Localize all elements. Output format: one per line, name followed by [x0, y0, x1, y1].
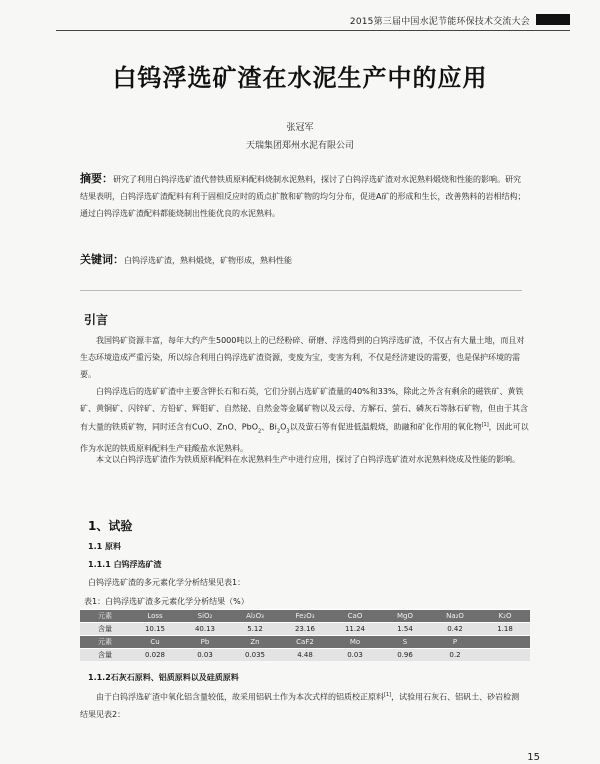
abstract [80, 170, 528, 222]
keywords-text: 白钨浮选矿渣，熟料煅烧，矿物形成，熟料性能 [124, 256, 292, 265]
keywords [80, 251, 528, 269]
subsection-1-1-2: 1.1.2石灰石原料、铝质原料以及硅质原料 [88, 673, 239, 682]
author: 张冠军 [286, 123, 314, 133]
table-cell: 0.2 [430, 649, 480, 662]
table-cell: Mo [330, 636, 380, 649]
table-cell: 10.15 [130, 623, 180, 636]
subsection-1-1: 1.1 原料 [88, 542, 121, 551]
subsection-1-1-1-text: 白钨浮选矿渣的多元素化学分析结果见表1： [88, 578, 246, 587]
element-analysis-table [80, 609, 530, 661]
table-cell: Al₂O₃ [230, 610, 280, 623]
table-cell: 5.12 [230, 623, 280, 636]
table-row [80, 649, 530, 662]
table-cell [480, 636, 530, 649]
table-cell: Na₂O [430, 610, 480, 623]
table-cell: 0.96 [380, 649, 430, 662]
table-row [80, 610, 530, 623]
keywords-label: 关键词： [80, 253, 124, 266]
table-cell: CaF2 [280, 636, 330, 649]
table-cell: 含量 [80, 623, 130, 636]
table-cell: Zn [230, 636, 280, 649]
section-1-heading: 1、试验 [88, 519, 133, 533]
table-cell: 含量 [80, 649, 130, 662]
table-cell: CaO [330, 610, 380, 623]
citation-ref: [1] [481, 422, 489, 428]
header-rule [56, 30, 570, 31]
table-row [80, 636, 530, 649]
subsection-1-1-2-text: 由于白钨浮选矿渣中氧化铝含量较低，故采用铝矾土作为本次式样的铝质校正原料[1]，试验用石灰石、铝矾土、砂岩检测结果见表2： [80, 692, 520, 719]
header-black-bar [536, 14, 570, 25]
table-cell [480, 649, 530, 662]
table-cell: 元素 [80, 636, 130, 649]
table-cell: P [430, 636, 480, 649]
subsection-1-1-1: 1.1.1 白钨浮选矿渣 [88, 560, 162, 569]
table-cell: 0.03 [330, 649, 380, 662]
table-cell: 0.03 [180, 649, 230, 662]
table-row [80, 623, 530, 636]
table-cell: Cu [130, 636, 180, 649]
intro-heading: 引言 [84, 313, 109, 327]
table-cell: MgO [380, 610, 430, 623]
intro-paragraph-2: 白钨浮选后的选矿矿渣中主要含钾长石和石英，它们分别占选矿矿渣量的40%和33%，除此之外含有剩余的磁铁矿、黄铁矿、黄铜矿、闪锌矿、方铅矿、辉钼矿、自然铋、自然金等金属矿物以及云母、方解石、萤石、磷灰石等脉石矿物，但由于其含有大量的铁质矿物，同时还含有CuO、ZnO、PbO$_2$、$Bi_2O_3$以及萤石等有促进低温煅烧，助融和矿化作用的氧化物[1]，因此可以作为水泥的铁质原料配料生产硅酸盐水泥熟料。 [80, 387, 529, 454]
table-cell: 0.028 [130, 649, 180, 662]
running-header: 2015第三届中国水泥节能环保技术交流大会 [349, 17, 530, 27]
table-cell: 23.16 [280, 623, 330, 636]
table-caption: 表1：白钨浮选矿渣多元素化学分析结果（%） [84, 597, 249, 606]
intro-paragraph-3: 本文以白钨浮选矿渣作为铁质原料配料在水泥熟料生产中进行应用，探讨了白钨浮选矿渣对水泥熟料烧成及性能的影响。 [96, 455, 520, 464]
page-number: 15 [527, 752, 540, 763]
table-cell: 40.13 [180, 623, 230, 636]
table-cell: 1.54 [380, 623, 430, 636]
abstract-label: 摘要： [80, 172, 113, 185]
table-cell: 0.42 [430, 623, 480, 636]
intro-paragraph-1: 我国钨矿资源丰富，每年大约产生5000吨以上的已经粉碎、研磨、浮选得到的白钨浮选矿渣，不仅占有大量土地，而且对生态环境造成严重污染，所以综合利用白钨浮选矿渣资源，变废为宝，变害为利，不仅是经济建设的需要，也是保护环境的需要。 [80, 336, 525, 379]
table-cell: 1.18 [480, 623, 530, 636]
affiliation: 天瑞集团郑州水泥有限公司 [245, 141, 354, 151]
table-cell: Fe₂O₃ [280, 610, 330, 623]
section-divider [80, 290, 522, 291]
table-cell: Pb [180, 636, 230, 649]
table-cell: 4.48 [280, 649, 330, 662]
citation-ref: [1] [384, 692, 392, 698]
table-cell: 元素 [80, 610, 130, 623]
table-cell: 0.035 [230, 649, 280, 662]
table-cell: 11.24 [330, 623, 380, 636]
table-cell: K₂O [480, 610, 530, 623]
table-cell: SiO₂ [180, 610, 230, 623]
table-cell: Loss [130, 610, 180, 623]
paper-title: 白钨浮选矿渣在水泥生产中的应用 [112, 64, 488, 92]
abstract-text: 研究了利用白钨浮选矿渣代替铁质原料配料烧制水泥熟料，探讨了白钨浮选矿渣对水泥熟料煅烧和性能的影响。研究结果表明，白钨浮选矿渣配料有利于固相反应时的质点扩散和矿物的均匀分布，促进A矿的形成和生长，改善熟料的岩相结构；通过白钨浮选矿渣配料都能烧制出性能优良的水泥熟料。 [80, 175, 526, 218]
table-cell: S [380, 636, 430, 649]
